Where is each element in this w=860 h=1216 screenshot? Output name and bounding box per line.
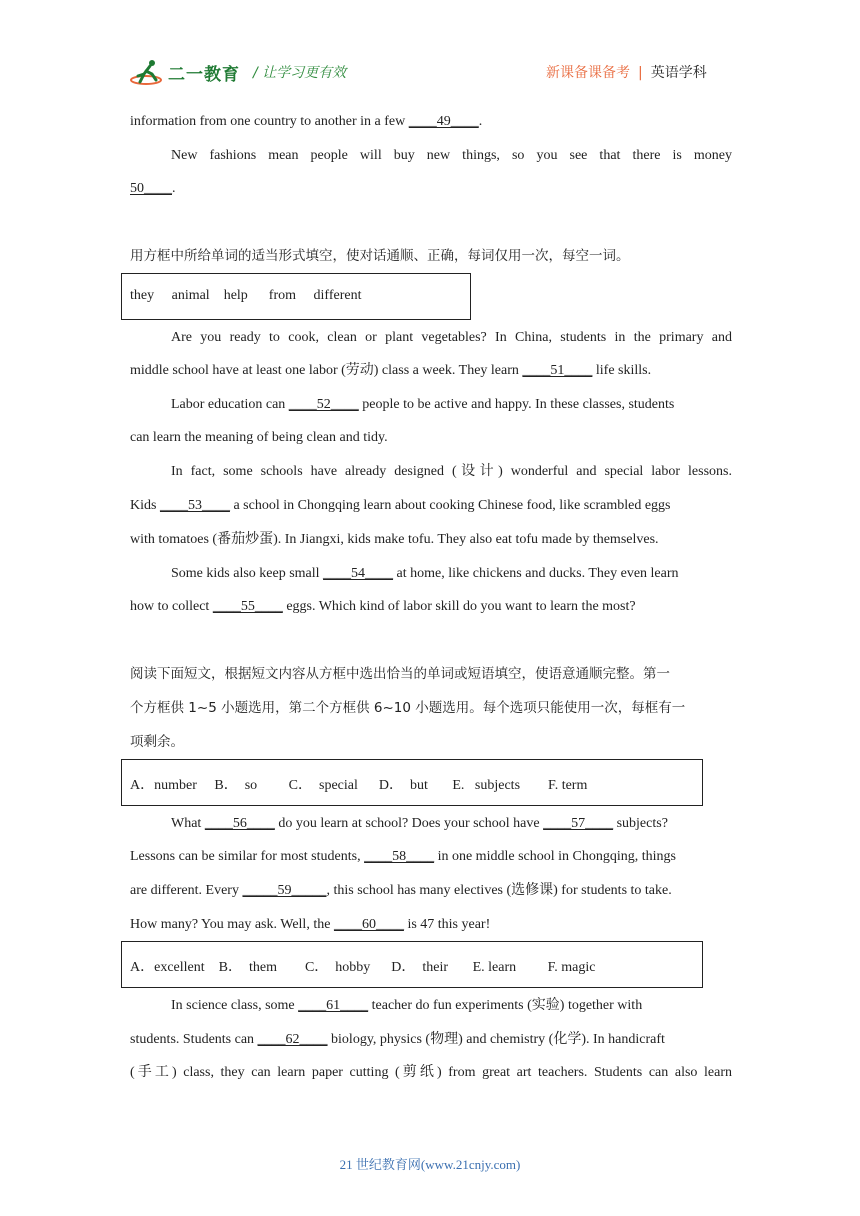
text: life skills. <box>595 363 652 378</box>
text: Some kids also keep small <box>171 566 320 581</box>
text: . <box>478 114 483 129</box>
text-line <box>130 915 732 935</box>
text: eggs. Which kind of labor skill do you want to learn the most? <box>286 599 636 614</box>
text: how to collect <box>130 599 210 614</box>
runner-logo-icon <box>130 58 170 88</box>
header-right <box>546 62 707 82</box>
instruction-2a: 阅读下面短文，根据短文内容从方框中选出恰当的单词或短语填空，使语意通顺完整。第一 <box>130 666 670 682</box>
text: a school in Chongqing learn about cooking Chinese food, like scrambled eggs <box>233 498 671 513</box>
word-box-1-text: they animal help from different <box>130 288 362 303</box>
logo <box>130 58 250 88</box>
text-line <box>171 564 732 584</box>
blank-60: ____60____ <box>333 917 404 932</box>
text-line: (手工) class, they can learn paper cutting (剪纸) from great art teachers. Students can also learn <box>130 1065 732 1080</box>
option-box-2 <box>121 941 703 988</box>
instruction-2b: 个方框供 1~5 小题选用，第二个方框供 6~10 小题选用。每个选项只能使用一次，每框有一 <box>130 700 686 716</box>
blank-61: ____61____ <box>298 998 369 1013</box>
blank-52: ____52____ <box>288 397 359 412</box>
text-line: Are you ready to cook, clean or plant vegetables? In China, students in the primary and <box>171 330 732 345</box>
text-line <box>130 597 732 617</box>
blank-58: ____58____ <box>364 849 435 864</box>
text: are different. Every <box>130 883 239 898</box>
text: is 47 this year! <box>407 917 491 932</box>
text: Labor education can <box>171 397 286 412</box>
text: biology, physics (物理) and chemistry (化学). In handicraft <box>331 1032 665 1047</box>
text-line <box>130 1030 732 1050</box>
blank-53: ____53____ <box>159 498 230 513</box>
text: subjects? <box>616 816 668 831</box>
blank-49: ____49____ <box>408 114 479 129</box>
text-line <box>171 996 732 1016</box>
text: In science class, some <box>171 998 295 1013</box>
text: students. Students can <box>130 1032 255 1047</box>
text-line: In fact, some schools have already designed (设计) wonderful and special labor lessons. <box>171 464 732 479</box>
text: people to be active and happy. In these classes, students <box>362 397 675 412</box>
text-line <box>171 395 732 415</box>
option-box-1 <box>121 759 703 806</box>
option-box-2-text: A．excellent B． them C． hobby D． their E. learn F. magic <box>130 960 596 975</box>
text-line: New fashions mean people will buy new things, so you see that there is money <box>171 148 732 163</box>
text: do you learn at school? Does your school have <box>278 816 540 831</box>
text: How many? You may ask. Well, the <box>130 917 331 932</box>
text: in one middle school in Chongqing, things <box>437 849 676 864</box>
blank-51: ____51____ <box>522 363 593 378</box>
text: at home, like chickens and ducks. They even learn <box>396 566 679 581</box>
course-label: 新课备课备考 <box>546 65 630 81</box>
text-line: with tomatoes (番茄炒蛋). In Jiangxi, kids make tofu. They also eat tofu made by themselves. <box>130 532 659 547</box>
slogan: / 让学习更有效 <box>253 65 347 81</box>
text-line <box>130 112 732 132</box>
page-header <box>0 0 860 100</box>
subject-label: 英语学科 <box>650 65 707 81</box>
blank-62: ____62____ <box>257 1032 328 1047</box>
blank-55: ____55____ <box>212 599 283 614</box>
blank-54: ____54____ <box>323 566 394 581</box>
blank-50: 50____ <box>130 181 172 196</box>
text: . <box>172 181 176 196</box>
blank-59: _____59_____ <box>242 883 327 898</box>
text: Kids <box>130 498 157 513</box>
text-line <box>130 179 732 199</box>
blank-57: ____57____ <box>543 816 614 831</box>
text-line: can learn the meaning of being clean and tidy. <box>130 430 388 445</box>
header-separator: | <box>638 65 643 81</box>
text: Lessons can be similar for most students, <box>130 849 361 864</box>
word-box-1 <box>121 273 471 320</box>
text: teacher do fun experiments (实验) together with <box>371 998 643 1013</box>
text: information from one country to another in a few <box>130 114 406 129</box>
text-line <box>171 814 732 834</box>
instruction-2c: 项剩余。 <box>130 734 184 750</box>
logo-text: 二一教育 <box>168 65 240 85</box>
instruction-1: 用方框中所给单词的适当形式填空，使对话通顺、正确，每词仅用一次，每空一词。 <box>130 248 630 264</box>
text: middle school have at least one labor (劳动) class a week. They learn <box>130 363 519 378</box>
blank-56: ____56____ <box>204 816 275 831</box>
text-line <box>130 361 732 381</box>
text: What <box>171 816 202 831</box>
text-line <box>130 881 732 901</box>
text: , this school has many electives (选修课) for students to take. <box>326 883 672 898</box>
page-footer: 21 世纪教育网(www.21cnjy.com) <box>339 1157 521 1172</box>
option-box-1-text: A．number B． so C． special D． but E. subjects F. term <box>130 778 588 793</box>
text-line <box>130 847 732 867</box>
text-line <box>130 496 732 516</box>
